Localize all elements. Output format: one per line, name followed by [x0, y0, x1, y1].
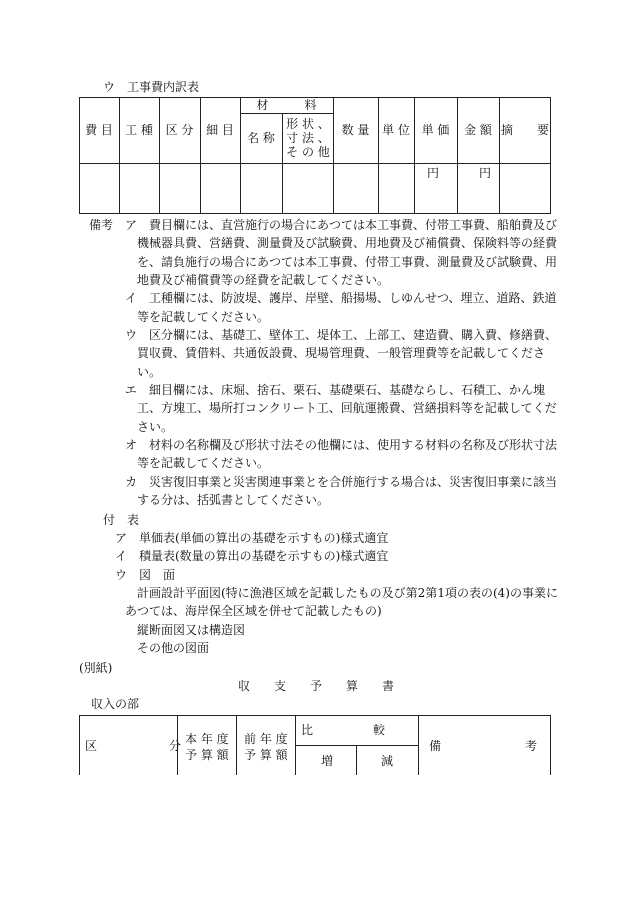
- header-saimoku: 細 目: [206, 123, 234, 137]
- col-gen: 減: [381, 754, 394, 768]
- header-suryo: 数 量: [341, 123, 370, 137]
- section-title: ウ 工事費内訳表: [103, 80, 200, 94]
- attachment-u-line-2: あつては、海岸保全区域を併せて記載したもの): [125, 604, 382, 618]
- notes-label: 備考: [89, 218, 114, 232]
- note-i-line-2: 等を記載してください。: [137, 310, 270, 324]
- note-e-line-3: さい。: [137, 420, 174, 434]
- note-e-line-1: エ 細目欄には、床堀、捨石、栗石、基礎栗石、基礎ならし、石積工、かん塊: [125, 383, 546, 397]
- col-hikaku: 比 較: [301, 723, 386, 737]
- attachment-a: ア 単価表(単価の算出の基礎を示すもの)様式適宜: [115, 531, 389, 545]
- budget-title: 収 支 予 算 書: [238, 679, 395, 693]
- this-year-line-2: 予 算 額: [185, 748, 229, 762]
- attachment-u: ウ 図 面: [115, 568, 176, 582]
- keijo-line-1: 形 状 、: [286, 117, 330, 131]
- note-a-line-2: 機械器具費、営繕費、測量費及び試験費、用地費及び補償費、保険料等の経費: [137, 236, 558, 250]
- attachment-i: イ 積量表(数量の算出の基礎を示すもの)様式適宜: [115, 549, 389, 563]
- header-tanka: 単 価: [421, 123, 450, 137]
- header-koshu: 工 種: [125, 123, 153, 137]
- attachment-u2: 縦断面図又は構造図: [137, 623, 246, 637]
- note-ka-line-1: カ 災害復旧事業と災害関連事業とを合併施行する場合は、災害復旧事業に該当: [125, 475, 558, 489]
- unit-yen-tanka: 円: [427, 166, 440, 180]
- col-kubun: 区 分: [85, 739, 182, 753]
- keijo-line-2: 寸 法 、: [286, 131, 330, 145]
- note-o-line-2: 等を記載してください。: [137, 456, 270, 470]
- header-himoku: 費 目: [85, 123, 113, 137]
- header-meisho: 名 称: [247, 131, 275, 145]
- col-biko: 備 考: [429, 739, 538, 753]
- header-tani: 単 位: [382, 123, 410, 137]
- col-last-year: [244, 731, 288, 763]
- keijo-line-3: そ の 他: [286, 145, 330, 159]
- header-zairyo: 材 料: [256, 98, 317, 112]
- note-u-line-3: い。: [137, 365, 162, 379]
- note-i-line-1: イ 工種欄には、防波堤、護岸、岸壁、船揚場、しゆんせつ、埋立、道路、鉄道: [125, 291, 557, 305]
- note-a-line-3: を、請負施行の場合にあつては本工事費、付帯工事費、測量費及び試験費、用: [137, 255, 558, 269]
- note-u-line-1: ウ 区分欄には、基礎工、壁体工、堤体工、上部工、建造費、購入費、修繕費、: [125, 328, 558, 342]
- last-year-line-1: 前 年 度: [244, 732, 288, 746]
- col-this-year: [185, 731, 229, 763]
- note-a-line-4: 地費及び補償費等の経費を記載してください。: [137, 273, 390, 287]
- header-tekiyo: 摘 要: [500, 123, 549, 137]
- note-e-line-2: 工、方塊工、場所打コンクリート工、回航運搬費、営繕損料等を記載してくだ: [137, 401, 557, 415]
- note-a-line-1: ア 費目欄には、直営施行の場合にあつては本工事費、付帯工事費、船舶費及び: [125, 218, 558, 232]
- note-u-line-2: 買収費、賃借料、共通仮設費、現場管理費、一般管理費等を記載してくださ: [137, 346, 546, 360]
- budget-income-table: [79, 715, 551, 775]
- unit-yen-kingaku: 円: [479, 166, 492, 180]
- cost-breakdown-table: [79, 97, 551, 214]
- header-kingaku: 金 額: [464, 123, 492, 137]
- this-year-line-1: 本 年 度: [185, 732, 229, 746]
- income-label: 収入の部: [91, 697, 140, 711]
- note-ka-line-2: する分は、括弧書としてください。: [137, 493, 330, 507]
- header-keijo: [285, 117, 331, 159]
- attachments-label: 付 表: [103, 513, 140, 527]
- attachment-u3: その他の図面: [137, 641, 210, 655]
- note-o-line-1: オ 材料の名称欄及び形状寸法その他欄には、使用する材料の名称及び形状寸法: [125, 438, 558, 452]
- appendix-label: (別紙): [79, 661, 113, 675]
- header-kubun: 区 分: [165, 123, 194, 137]
- col-zou: 増: [321, 754, 334, 768]
- last-year-line-2: 予 算 額: [244, 748, 288, 762]
- attachment-u-line-1: 計画設計平面図(特に漁港区域を記載したもの及び第2第1項の表の(4)の事業に: [137, 586, 558, 600]
